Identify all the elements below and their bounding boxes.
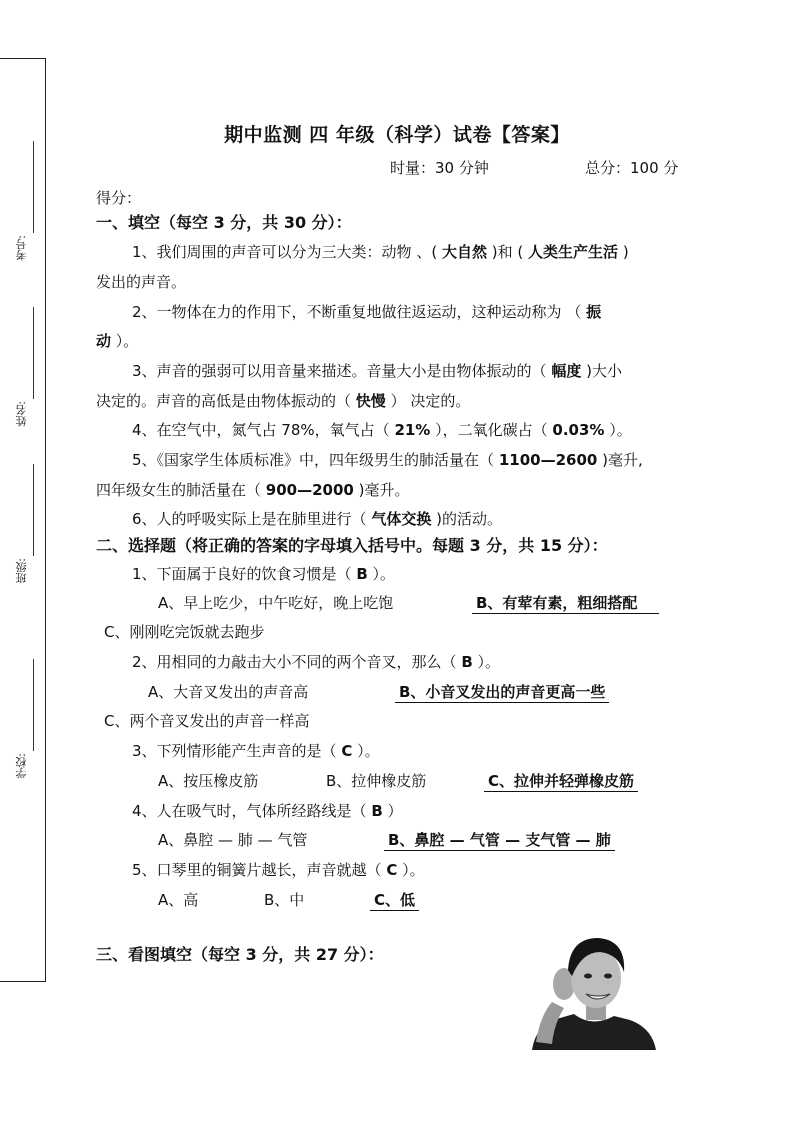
s2-q4-option-b-wrap	[384, 830, 615, 850]
name-line[interactable]	[33, 307, 34, 399]
s2-q5	[132, 860, 425, 880]
name-label: 姓名:	[15, 401, 28, 427]
s2-q4-answer: B	[371, 802, 383, 820]
s2-q3-end: ）。	[357, 742, 380, 760]
s2-q4-option-a: A、鼻腔 — 肺 — 气管	[158, 831, 308, 849]
class-line[interactable]	[33, 464, 34, 556]
s1-q1-line1	[132, 242, 629, 262]
s2-q1-option-b-wrap	[472, 593, 659, 613]
s2-q3-option-c: C、拉伸并轻弹橡皮筋	[484, 772, 638, 792]
s1-q4-text-a: 4、在空气中，氮气占 78%，氧气占（	[132, 421, 390, 439]
binding-margin	[0, 58, 46, 982]
s2-q3-text: 3、下列情形能产生声音的是（	[132, 742, 337, 760]
section3-title: 三、看图填空（每空 3 分，共 27 分）：	[96, 945, 384, 964]
s2-q5-option-c-wrap	[370, 890, 419, 910]
s2-q2-answer: B	[461, 653, 473, 671]
s2-q5-text: 5、口琴里的铜簧片越长，声音就越（	[132, 861, 382, 879]
s2-q3-answer: C	[341, 742, 353, 760]
s1-q5-text-d: )毫升。	[358, 481, 410, 499]
s1-q2-text-b: ）。	[115, 332, 139, 350]
s2-q1-end: ）。	[372, 565, 396, 583]
s2-q4-text: 4、人在吸气时，气体所经路线是（	[132, 802, 367, 820]
s2-q4-end: ）	[387, 802, 403, 820]
s2-q5-option-c: C、低	[370, 891, 419, 911]
s2-q3-option-c-wrap	[484, 771, 638, 791]
score-label: 得分：	[96, 189, 142, 207]
s2-q2-option-b-wrap	[395, 682, 609, 702]
s1-q3-line1	[132, 361, 622, 381]
page-title: 期中监测 四 年级（科学）试卷【答案】	[224, 124, 570, 146]
section1-title: 一、填空（每空 3 分，共 30 分）：	[96, 213, 352, 232]
s1-q3-text-b: )大小	[586, 362, 622, 380]
s1-q3-text-c: 决定的。声音的高低是由物体振动的（	[96, 392, 352, 410]
s2-q1-answer: B	[356, 565, 368, 583]
s1-q6-text-b: )的活动。	[436, 510, 502, 528]
class-label: 班级:	[15, 558, 28, 584]
s1-q6-answer: 气体交换	[371, 510, 432, 528]
s1-q1-text-c: )	[622, 243, 629, 261]
s1-q2-answer-2: 动	[96, 332, 112, 350]
s2-q3-option-a: A、按压橡皮筋	[158, 772, 259, 790]
s2-q1-option-a: A、早上吃少，中午吃好，晚上吃饱	[158, 594, 394, 612]
s2-q3	[132, 741, 380, 761]
s1-q5-text-a: 5、《国家学生体质标准》中，四年级男生的肺活量在（	[132, 451, 495, 469]
s1-q4	[132, 420, 632, 440]
s2-q1	[132, 564, 395, 584]
s2-q3-option-b: B、拉伸橡皮筋	[326, 772, 427, 790]
s1-q5-line2	[96, 480, 410, 500]
s1-q1-answer-2: 人类生产生活	[528, 243, 619, 261]
s2-q2-option-a: A、大音叉发出的声音高	[148, 683, 309, 701]
s1-q4-answer-2: 0.03%	[552, 421, 605, 439]
s2-q5-answer: C	[386, 861, 398, 879]
s1-q3-answer-1: 幅度	[551, 362, 582, 380]
s2-q2-text: 2、用相同的力敲击大小不同的两个音叉，那么（	[132, 653, 457, 671]
s1-q1-text-b: )和 (	[491, 243, 524, 261]
s1-q1-text-a: 1、我们周围的声音可以分为三大类：动物 、(	[132, 243, 438, 261]
school-field	[0, 659, 46, 779]
total-score-info: 总分：100 分	[585, 159, 679, 177]
s2-q5-end: ）。	[402, 861, 425, 879]
s2-q2-option-c: C、两个音叉发出的声音一样高	[104, 712, 310, 730]
section2-title: 二、选择题（将正确的答案的字母填入括号中。每题 3 分，共 15 分）：	[96, 536, 608, 555]
s1-q5-answer-2: 900—2000	[265, 481, 354, 499]
s2-q5-option-a: A、高	[158, 891, 199, 909]
s1-q5-text-c: 四年级女生的肺活量在（	[96, 481, 262, 499]
s2-q5-option-b: B、中	[264, 891, 305, 909]
exam-number-label: 考号:	[15, 235, 28, 261]
s1-q5-line1	[132, 450, 643, 470]
s2-q2-end: ）。	[477, 653, 501, 671]
s2-q1-option-c: C、刚刚吃完饭就去跑步	[104, 623, 265, 641]
boy-listening-photo	[530, 932, 656, 1050]
s1-q5-text-b: )毫升,	[602, 451, 643, 469]
s1-q2-text-a: 2、一物体在力的作用下，不断重复地做往返运动，这种运动称为 （	[132, 303, 582, 321]
exam-number-field	[0, 141, 46, 261]
s1-q2-line1	[132, 302, 601, 322]
school-label: 学校:	[15, 753, 28, 779]
exam-number-line[interactable]	[33, 141, 34, 233]
s1-q4-text-c: ）。	[609, 421, 632, 439]
s1-q5-answer-1: 1100—2600	[498, 451, 598, 469]
s1-q4-text-b: ），二氧化碳占（	[435, 421, 548, 439]
s1-q3-answer-2: 快慢	[355, 392, 386, 410]
s1-q2-line2	[96, 331, 138, 351]
s1-q3-text-d: ） 决定的。	[390, 392, 471, 410]
school-line[interactable]	[33, 659, 34, 751]
s1-q3-text-a: 3、声音的强弱可以用音量来描述。音量大小是由物体振动的（	[132, 362, 547, 380]
s2-q1-text: 1、下面属于良好的饮食习惯是（	[132, 565, 352, 583]
s2-q2-option-b: B、小音叉发出的声音更高一些	[395, 683, 609, 703]
s1-q2-answer-1: 振	[586, 303, 602, 321]
time-info: 时量：30 分钟	[390, 159, 489, 177]
name-field	[0, 307, 46, 427]
s1-q6	[132, 509, 502, 529]
s1-q1-line2: 发出的声音。	[96, 273, 187, 291]
s2-q4-option-b: B、鼻腔 — 气管 — 支气管 — 肺	[384, 831, 615, 851]
s2-q2	[132, 652, 500, 672]
s2-q1-option-b: B、有荤有素，粗细搭配	[472, 594, 659, 614]
s1-q1-answer-1: 大自然	[441, 243, 487, 261]
class-field	[0, 464, 46, 584]
s1-q3-line2	[96, 391, 470, 411]
s1-q4-answer-1: 21%	[394, 421, 431, 439]
s1-q6-text-a: 6、人的呼吸实际上是在肺里进行（	[132, 510, 367, 528]
s2-q4	[132, 801, 403, 821]
